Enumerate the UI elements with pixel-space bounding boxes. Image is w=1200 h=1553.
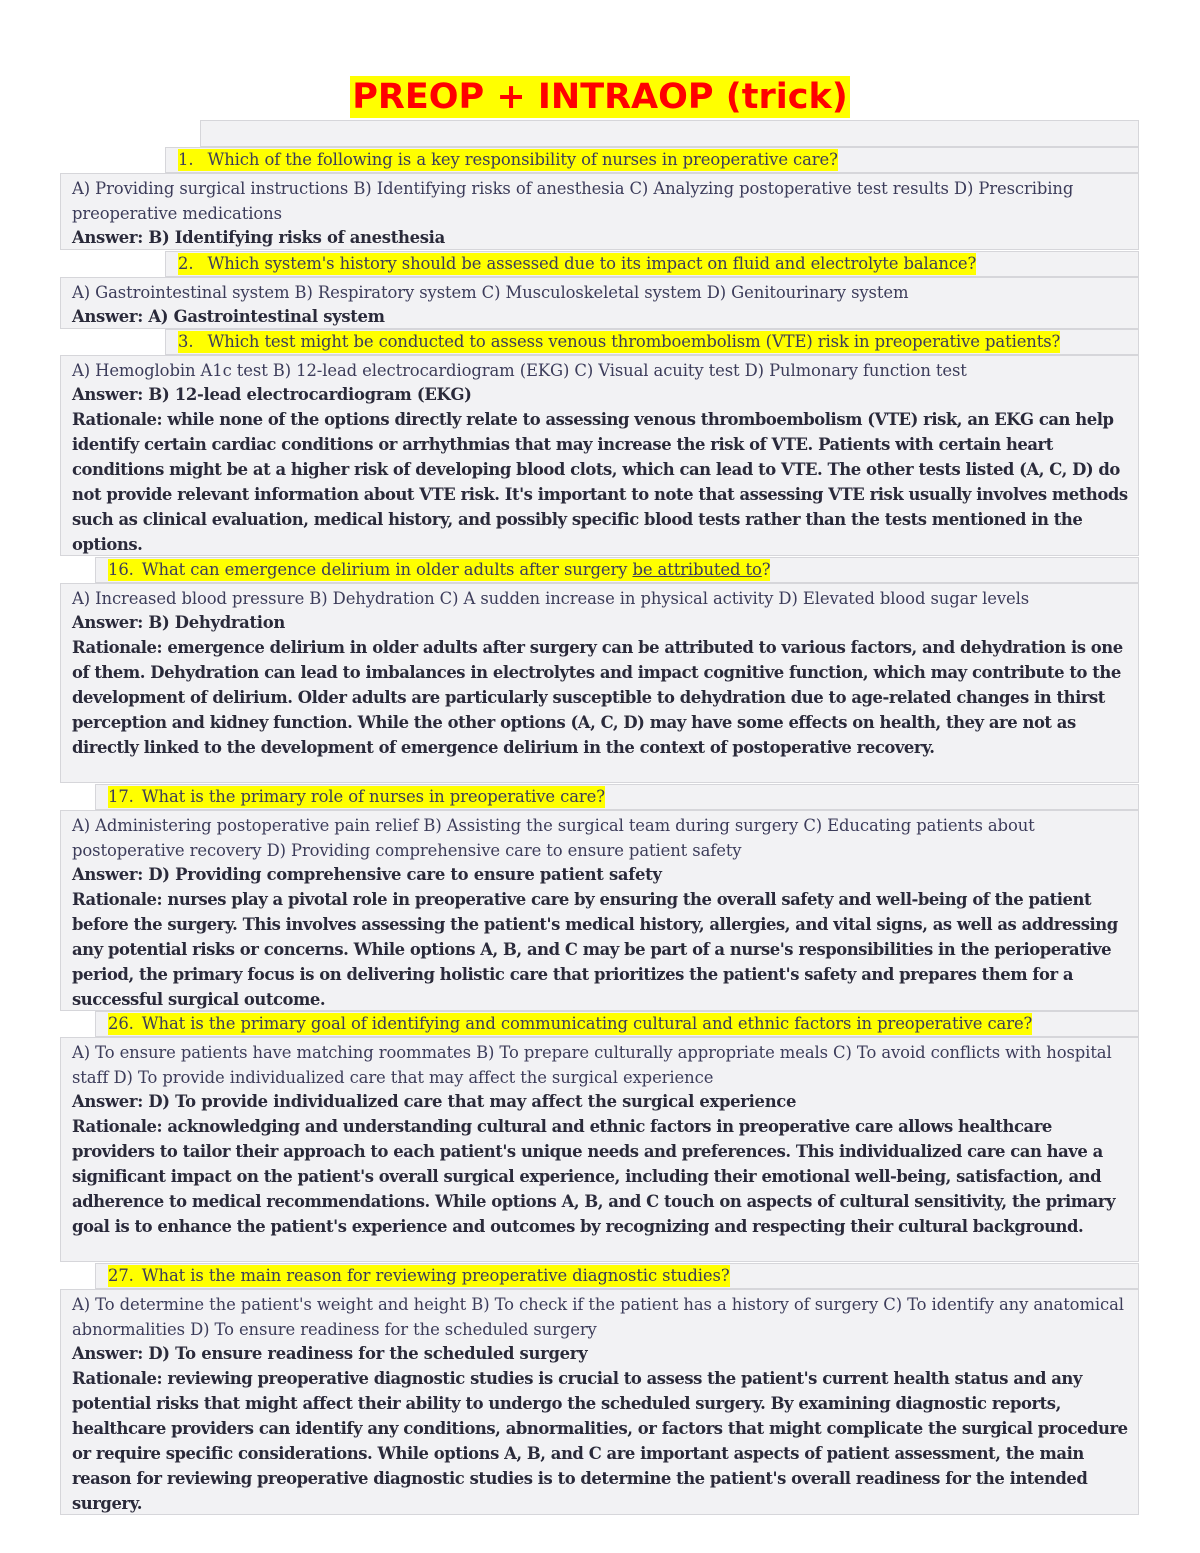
answer-text: Answer: B) Dehydration (72, 613, 285, 632)
question-row (165, 251, 1139, 277)
question-row (165, 147, 1139, 173)
answer-block (60, 173, 1139, 250)
question-row (95, 557, 1139, 583)
page-title: PREOP + INTRAOP (trick) (352, 77, 848, 117)
options-text: A) To ensure patients have matching roommates B) To prepare culturally appropriate meals C) To avoid conflicts with hospital staff D) To provide individualized care that may affect the surgical experience (72, 1043, 1112, 1087)
options-text: A) Gastrointestinal system B) Respiratory system C) Musculoskeletal system D) Genitourinary system (72, 283, 909, 302)
options-text: A) Providing surgical instructions B) Identifying risks of anesthesia C) Analyzing postoperative test results D) Prescribing preoperative medications (72, 179, 1074, 223)
answer-block (60, 277, 1139, 329)
options-text: A) Increased blood pressure B) Dehydration C) A sudden increase in physical activity D) Elevated blood sugar levels (72, 589, 1030, 608)
underlined-phrase: be attributed to (632, 560, 762, 579)
question-row (165, 329, 1139, 355)
answer-text: Answer: D) To provide individualized care that may affect the surgical experience (72, 1092, 797, 1111)
answer-text: Answer: D) To ensure readiness for the scheduled surgery (72, 1344, 588, 1363)
options-text: A) To determine the patient's weight and height B) To check if the patient has a history of surgery C) To identify any anatomical abnormalities D) To ensure readiness for the scheduled surgery (72, 1295, 1124, 1339)
question-text: 27. What is the main reason for reviewing preoperative diagnostic studies? (108, 1266, 730, 1285)
question-text: 17. What is the primary role of nurses in preoperative care? (108, 787, 605, 806)
answer-text: Answer: A) Gastrointestinal system (72, 307, 385, 326)
question-row (95, 1263, 1139, 1289)
empty-row (200, 120, 1139, 147)
answer-block (60, 1037, 1139, 1262)
question-row (95, 784, 1139, 810)
answer-text: Answer: D) Providing comprehensive care to ensure patient safety (72, 865, 662, 884)
question-text: 16. What can emergence delirium in older adults after surgery be attributed to? (108, 560, 771, 579)
question-text: 2. Which system's history should be assessed due to its impact on fluid and electrolyte balance? (178, 254, 977, 273)
rationale-text: Rationale: emergence delirium in older adults after surgery can be attributed to various factors, and dehydration is one of them. Dehydration can lead to imbalances in electrolytes and impact cognitive function, which may contribute to the development of delirium. Older adults are particularly susceptible to dehydration due to age-related changes in thirst perception and kidney function. While the other options (A, C, D) may have some effects on health, they are not as directly linked to the development of emergence delirium in the context of postoperative recovery. (72, 638, 1123, 757)
answer-block (60, 355, 1139, 556)
rationale-text: Rationale: nurses play a pivotal role in preoperative care by ensuring the overall safety and well-being of the patient before the surgery. This involves assessing the patient's medical history, allergies, and vital signs, as well as addressing any potential risks or concerns. While options A, B, and C may be part of a nurse's responsibilities in the perioperative period, the primary focus is on delivering holistic care that prioritizes the patient's safety and prepares them for a successful surgical outcome. (72, 890, 1118, 1009)
answer-text: Answer: B) Identifying risks of anesthesia (72, 228, 445, 247)
options-text: A) Administering postoperative pain relief B) Assisting the surgical team during surgery C) Educating patients about postoperative recovery D) Providing comprehensive care to ensure patient safety (72, 816, 1035, 860)
question-text: 3. Which test might be conducted to assess venous thromboembolism (VTE) risk in preoperative patients? (178, 332, 1061, 351)
question-text: 1. Which of the following is a key responsibility of nurses in preoperative care? (178, 150, 838, 169)
rationale-text: Rationale: acknowledging and understanding cultural and ethnic factors in preoperative care allows healthcare providers to tailor their approach to each patient's unique needs and preferences. This individualized care can have a significant impact on the patient's overall surgical experience, including their emotional well-being, satisfaction, and adherence to medical recommendations. While options A, B, and C touch on aspects of cultural sensitivity, the primary goal is to enhance the patient's experience and outcomes by recognizing and respecting their cultural background. (72, 1117, 1116, 1236)
answer-block (60, 583, 1139, 783)
answer-block (60, 1289, 1139, 1515)
options-text: A) Hemoglobin A1c test B) 12-lead electrocardiogram (EKG) C) Visual acuity test D) Pulmonary function test (72, 361, 967, 380)
rationale-text: Rationale: reviewing preoperative diagnostic studies is crucial to assess the patient's current health status and any potential risks that might affect their ability to undergo the scheduled surgery. By examining diagnostic reports, healthcare providers can identify any conditions, abnormalities, or factors that might complicate the surgical procedure or require specific considerations. While options A, B, and C are important aspects of patient assessment, the main reason for reviewing preoperative diagnostic studies is to determine the patient's overall readiness for the intended surgery. (72, 1369, 1128, 1513)
answer-block (60, 810, 1139, 1011)
rationale-text: Rationale: while none of the options directly relate to assessing venous thromboembolism (VTE) risk, an EKG can help identify certain cardiac conditions or arrhythmias that may increase the risk of VTE. Patients with certain heart conditions might be at a higher risk of developing blood clots, which can lead to VTE. The other tests listed (A, C, D) do not provide relevant information about VTE risk. It's important to note that assessing VTE risk usually involves methods such as clinical evaluation, medical history, and possibly specific blood tests rather than the tests mentioned in the options. (72, 410, 1128, 554)
question-row (95, 1011, 1139, 1037)
question-text: 26. What is the primary goal of identifying and communicating cultural and ethnic factors in preoperative care? (108, 1014, 1033, 1033)
answer-text: Answer: B) 12-lead electrocardiogram (EKG) (72, 385, 472, 404)
